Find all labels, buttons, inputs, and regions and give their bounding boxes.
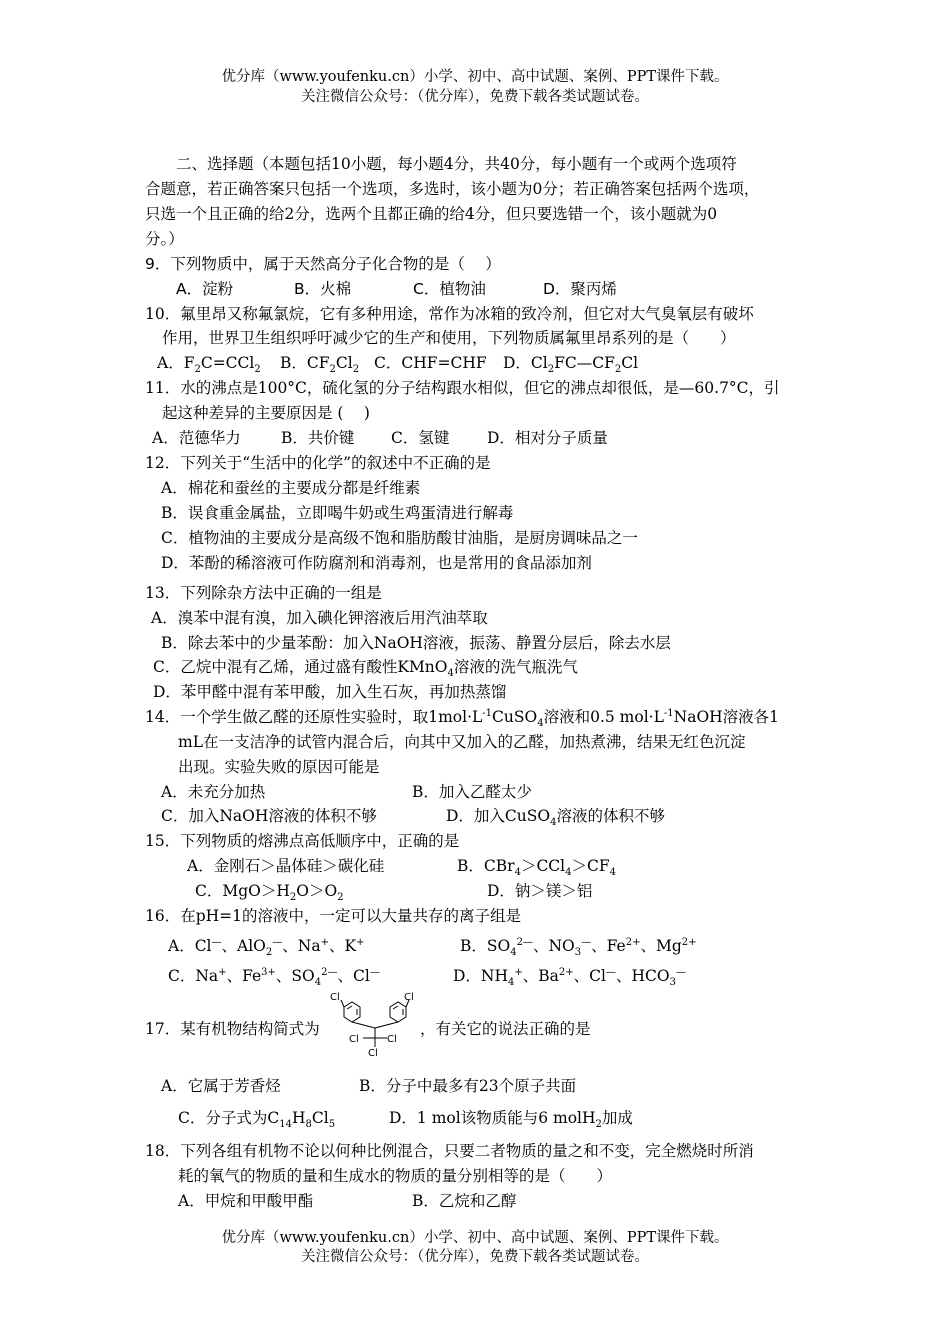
q18-stem-line-2: 耗的氧气的物质的量和生成水的物质的量分别相等的是（ ） — [178, 1167, 613, 1185]
q17-option-b: B．分子中最多有23个原子共面 — [359, 1077, 577, 1095]
benzene-ring-left — [344, 1002, 360, 1022]
q11-option-b: B．共价键 — [281, 429, 355, 447]
q14-option-c: C．加入NaOH溶液的体积不够 — [161, 807, 377, 825]
q13-option-b: B．除去苯中的少量苯酚：加入NaOH溶液，振荡、静置分层后，除去水层 — [161, 634, 671, 652]
q13-option-c: C．乙烷中混有乙烯，通过盛有酸性KMnO$_4$溶液的洗气瓶洗气 — [153, 658, 578, 680]
q17-option-c: C．分子式为$C_{14}H_8Cl_5$ — [178, 1109, 336, 1131]
q17-molecule-structure — [330, 990, 420, 1060]
q9-option-c: C．植物油 — [413, 280, 486, 298]
q12-option-a: A．棉花和蚕丝的主要成分都是纤维素 — [161, 479, 421, 497]
q18-stem-line-1: 18．下列各组有机物不论以何种比例混合，只要二者物质的量之和不变，完全燃烧时所消 — [145, 1142, 754, 1160]
q18-option-a: A．甲烷和甲酸甲酯 — [178, 1192, 314, 1210]
q14-stem-line-1: 14．一个学生做乙醛的还原性实验时，取$1mol\cdot L^{-1}CuSO_4$溶液和0.5 $mol\cdot L^{-1}NaOH$溶液各1 — [145, 707, 780, 730]
q12-option-b: B．误食重金属盐，立即喝牛奶或生鸡蛋清进行解毒 — [161, 504, 514, 522]
q11-option-d: D．相对分子质量 — [487, 429, 608, 447]
q11-option-a: A．范德华力 — [152, 429, 241, 447]
mol-label-cl-bottom: Cl — [368, 1048, 378, 1059]
mol-label-cl-left: Cl — [349, 1034, 359, 1045]
q10-stem-line-2: 作用，世界卫生组织呼吁减少它的生产和使用，下列物质属氟里昂系列的是（ ） — [162, 329, 736, 347]
q11-stem-line-1: 11．水的沸点是100°C，硫化氢的分子结构跟水相似，但它的沸点却很低，是—60.7°C，引 — [145, 379, 780, 397]
q12-option-c: C．植物油的主要成分是高级不饱和脂肪酸甘油脂，是厨房调味品之一 — [161, 529, 638, 547]
q9-stem: 9．下列物质中，属于天然高分子化合物的是（ ） — [145, 255, 501, 273]
q14-stem-line-3: 出现。实验失败的原因可能是 — [178, 758, 380, 776]
mol-label-cl-top-left: Cl — [330, 992, 340, 1003]
q14-option-b: B．加入乙醛太少 — [412, 783, 532, 801]
benzene-ring-right — [390, 1002, 406, 1022]
header-line-2: 关注微信公众号：（优分库），免费下载各类试题试卷。 — [301, 89, 649, 105]
q9-option-d: D．聚丙烯 — [543, 280, 617, 298]
q18-option-b: B．乙烷和乙醇 — [412, 1192, 517, 1210]
q10-option-a: A．$F_2C=CCl_2$ — [157, 354, 261, 376]
q13-option-a: A．溴苯中混有溴，加入碘化钾溶液后用汽油萃取 — [151, 609, 488, 627]
q17-option-a: A．它属于芳香烃 — [161, 1077, 281, 1095]
footer-line-1: 优分库（www.youfenku.cn）小学、初中、高中试题、案例、PPT课件下载。 — [221, 1230, 729, 1246]
q14-stem-line-2: mL在一支洁净的试管内混合后，向其中又加入的乙醛，加热煮沸，结果无红色沉淀 — [178, 733, 746, 751]
q15-option-a: A．金刚石＞晶体硅＞碳化硅 — [187, 857, 385, 875]
q13-stem: 13．下列除杂方法中正确的一组是 — [145, 584, 382, 602]
mol-label-cl-right: Cl — [387, 1034, 397, 1045]
q15-option-d: D．钠＞镁＞铝 — [487, 882, 593, 900]
q15-stem: 15．下列物质的熔沸点高低顺序中，正确的是 — [145, 832, 460, 850]
q11-option-c: C．氢键 — [391, 429, 450, 447]
header-line-1: 优分库（www.youfenku.cn）小学、初中、高中试题、案例、PPT课件下载。 — [221, 69, 729, 85]
section-intro-line-2: 合题意，若正确答案只包括一个选项，多选时，该小题为0分；若正确答案包括两个选项， — [145, 180, 760, 198]
q11-stem-line-2: 起这种差异的主要原因是 ( ) — [162, 404, 370, 422]
q17-option-d: D．1 mol该物质能与6 molH$_2$加成 — [389, 1109, 633, 1131]
q14-option-a: A．未充分加热 — [161, 783, 266, 801]
section-intro-line-3: 只选一个且正确的给2分，选两个且都正确的给4分，但只要选错一个，该小题就为0 — [145, 205, 718, 223]
footer-line-2: 关注微信公众号：（优分库），免费下载各类试题试卷。 — [301, 1249, 649, 1265]
q12-stem: 12．下列关于“生活中的化学”的叙述中不正确的是 — [145, 454, 491, 472]
q14-option-d: D．加入CuSO$_4$溶液的体积不够 — [446, 807, 665, 829]
q9-option-a: A．淀粉 — [176, 280, 234, 298]
q15-option-c: C．$MgO>H_2O>O_2$ — [195, 882, 344, 904]
q16-option-d: D．$NH_4^+$、$Ba^{2+}$、Cl—、$HCO_3^—$ — [453, 966, 686, 989]
q17-stem-part-2: ，有关它的说法正确的是 — [420, 1020, 591, 1038]
q10-option-d: D．$Cl_2FC—CF_2Cl$ — [503, 354, 639, 376]
q12-option-d: D．苯酚的稀溶液可作防腐剂和消毒剂，也是常用的食品添加剂 — [161, 554, 592, 572]
q10-option-c: C．CHF=CHF — [374, 354, 487, 372]
q10-stem-line-1: 10．氟里昂又称氟氯烷，它有多种用途，常作为冰箱的致冷剂，但它对大气臭氧层有破坏 — [145, 305, 754, 323]
q13-option-d: D．苯甲醛中混有苯甲酸，加入生石灰，再加热蒸馏 — [153, 683, 507, 701]
section-intro-line-4: 分。） — [145, 230, 184, 248]
q16-stem: 16．在pH=1的溶液中，一定可以大量共存的离子组是 — [145, 907, 522, 925]
q15-option-b: B．$CBr_4>CCl_4>CF_4$ — [457, 857, 616, 879]
q17-stem-part-1: 17．某有机物结构简式为 — [145, 1020, 320, 1038]
section-intro-line-1: 二、选择题（本题包括10小题，每小题4分，共40分，每小题有一个或两个选项符 — [176, 155, 737, 173]
q16-option-c: C．Na+、$Fe^{3+}$、$SO_4^{2—}$、Cl— — [168, 966, 380, 989]
q9-option-b: B．火棉 — [294, 280, 352, 298]
q16-option-b: B．$SO_4^{2—}$、$NO_3^—$、$Fe^{2+}$、$Mg^{2+}$ — [460, 936, 697, 959]
q10-option-b: B．$CF_2Cl_2$ — [280, 354, 360, 376]
mol-label-cl-top-right: Cl — [404, 992, 414, 1003]
q16-option-a: A．Cl—、AlO$_2$—、Na+、K+ — [168, 936, 365, 959]
